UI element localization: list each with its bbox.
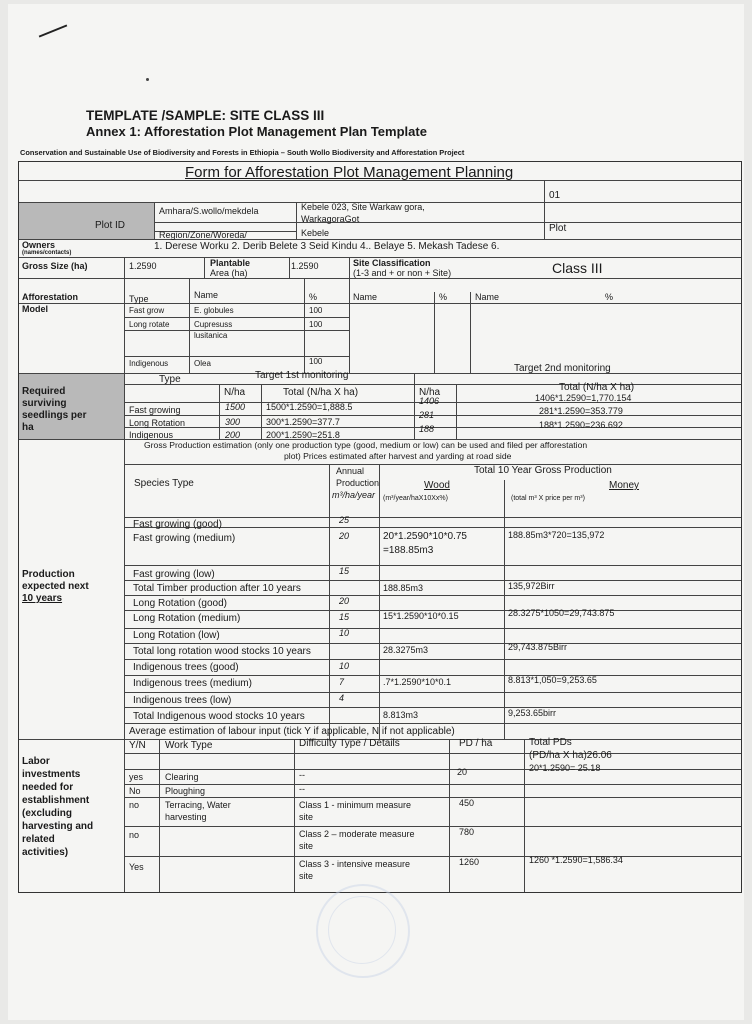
production-row-label: Long Rotation (good): [133, 598, 227, 609]
plantable-value: 1.2590: [291, 261, 319, 271]
production-row-money: 135,972Birr: [508, 581, 555, 591]
form-title: Form for Afforestation Plot Management Planning: [185, 164, 514, 181]
production-row-label: Indigenous trees (medium): [133, 678, 252, 689]
seedling-row-n1: 200: [225, 430, 241, 440]
labor-label-line: establishment: [22, 795, 90, 806]
total10-heading: Total 10 Year Gross Production: [474, 465, 612, 476]
labor-row-diff: --: [299, 770, 305, 780]
model-row-pct: 100: [309, 306, 323, 315]
labor-row-yn: No: [129, 786, 141, 796]
seedlings-label-line: ha: [22, 422, 34, 433]
production-row-money: 188.85m3*720=135,972: [508, 530, 605, 540]
production-row-annual: 20: [339, 531, 350, 541]
money-sub-heading: (total m³ X price per m³): [511, 495, 585, 502]
model-row-type: Fast grow: [129, 306, 165, 315]
labor-row-yn: Yes: [129, 862, 144, 872]
seedling-row-n2: 281: [419, 410, 435, 420]
annual-heading-2: Production: [336, 478, 380, 488]
seedling-row-type: Indigenous: [129, 430, 174, 440]
nha-col-1: N/ha: [224, 387, 246, 398]
production-label-line: 10 years: [22, 593, 63, 604]
afforestation-label-1: Afforestation: [22, 292, 78, 302]
production-row-annual: 20: [339, 596, 350, 606]
model-row-type: Long rotate: [129, 320, 170, 329]
model-row-type: Indigenous: [129, 359, 169, 368]
wood-sub-heading: (m³/year/haX10Xx%): [383, 495, 448, 502]
wood-heading: Wood: [424, 480, 450, 491]
labor-label-line: activities): [22, 847, 69, 858]
production-row-wood: 15*1.2590*10*0.15: [383, 611, 459, 621]
money-heading: Money: [609, 480, 640, 491]
production-row-label: Indigenous trees (good): [133, 662, 239, 673]
labor-row-work: Clearing: [165, 772, 199, 782]
production-row-annual: 10: [339, 661, 350, 671]
pen-mark: [39, 24, 68, 37]
model-right-name: Name: [353, 292, 378, 302]
model-right-pct-2: %: [605, 292, 614, 302]
model-row-name-2: lusitanica: [194, 331, 228, 340]
total-col-1: Total (N/ha X ha): [283, 387, 359, 398]
production-row-money: 28.3275*1050=29,743.875: [508, 608, 615, 618]
seedling-row-t1: 200*1.2590=251.8: [266, 430, 340, 440]
model-right-name-2: Name: [475, 292, 500, 302]
annual-heading-1: Annual: [336, 466, 365, 476]
seedling-row-type: Long Rotation: [129, 418, 186, 428]
production-row-label: Long Rotation (medium): [133, 613, 241, 624]
model-row-name: Cupresuss: [194, 320, 233, 329]
labor-col-diff: Difficulty Type / Details: [299, 738, 400, 749]
labor-label-line: related: [22, 834, 55, 845]
seedling-row-n2: 188: [419, 424, 435, 434]
annual-heading-3: m³/ha/year: [332, 490, 376, 500]
seedling-row-t2: 1406*1.2590=1,770.154: [535, 393, 632, 403]
labor-label-line: Labor: [22, 756, 50, 767]
plantable-label-2: Area (ha): [210, 268, 248, 278]
labor-row-diff: Class 1 - minimum measure: [299, 800, 412, 810]
production-label-line: Production: [22, 569, 75, 580]
labor-row-pd: 450: [459, 798, 475, 808]
total-col-2: Total (N/ha X ha): [559, 382, 635, 393]
site-class-value: Class III: [552, 260, 603, 276]
labor-row-diff: Class 2 – moderate measure: [299, 829, 415, 839]
production-row-wood: 20*1.2590*10*0.75: [383, 531, 467, 542]
project-line: Conservation and Sustainable Use of Biodiversity and Forests in Ethiopia – South Wollo Biodiversity and Afforestation Project: [20, 148, 465, 157]
labor-row-total: 20*1.2590= 25.18: [529, 763, 601, 773]
nha-col-2: N/ha: [419, 387, 441, 398]
seedling-row-n1: 300: [225, 417, 241, 427]
plot-value: 01: [549, 190, 561, 201]
site-class-label: Site Classification: [353, 258, 431, 268]
seedlings-label-line: seedlings per: [22, 410, 87, 421]
model-col-pct: %: [309, 292, 318, 302]
production-row-label: Long Rotation (low): [133, 630, 220, 641]
owners-label: Owners: [22, 240, 56, 250]
labor-col-total-1: Total PDs: [529, 737, 572, 748]
seedling-row-t1: 1500*1.2590=1,888.5: [266, 402, 353, 412]
production-row-label: Indigenous trees (low): [133, 695, 232, 706]
seedling-row-t2: 188*1.2590=236.692: [539, 420, 623, 430]
labor-note: Average estimation of labour input (tick Y if applicable, N if not applicable): [129, 726, 455, 737]
seedling-row-type: Fast growing: [129, 405, 181, 415]
target-2-heading: Target 2nd monitoring: [514, 363, 611, 374]
production-row-label: Fast growing (good): [133, 519, 222, 530]
labor-col-pd: PD / ha: [459, 738, 493, 749]
seedlings-label-line: Required: [22, 386, 66, 397]
labor-row-yn: yes: [129, 772, 144, 782]
labor-row-work: Ploughing: [165, 786, 206, 796]
kebele-value-1: Kebele 023, Site Warkaw gora,: [301, 202, 425, 212]
production-row-label: Total Timber production after 10 years: [133, 583, 301, 594]
region-label: Region/Zone/Woreda/: [159, 230, 247, 240]
production-row-label: Fast growing (low): [133, 569, 215, 580]
labor-row-diff: Class 3 - intensive measure: [299, 859, 411, 869]
seedling-row-t1: 300*1.2590=377.7: [266, 417, 340, 427]
seedling-row-t2: 281*1.2590=353.779: [539, 406, 623, 416]
labor-row-diff-2: site: [299, 871, 314, 881]
region-value: Amhara/S.wollo/mekdela: [159, 206, 259, 216]
production-row-wood: 188.85m3: [383, 583, 424, 593]
plot-id-label: Plot ID: [95, 220, 126, 231]
production-row-label: Total Indigenous wood stocks 10 years: [133, 711, 305, 722]
template-line: TEMPLATE /SAMPLE: SITE CLASS III: [86, 108, 325, 123]
plot-id-shade: [19, 203, 154, 239]
dot-mark: [146, 78, 149, 81]
seedling-row-n2: 1406: [419, 396, 440, 406]
gross-size-value: 1.2590: [129, 261, 157, 271]
model-row-name: E. globules: [194, 306, 234, 315]
labor-row-pd: 20: [457, 767, 468, 777]
production-row-label: Fast growing (medium): [133, 533, 236, 544]
target-1-heading: Target 1st monitoring: [255, 370, 349, 381]
labor-row-diff-2: site: [299, 841, 314, 851]
production-row-money: 8.813*1,050=9,253.65: [508, 675, 597, 685]
model-row-pct: 100: [309, 357, 323, 366]
labor-col-total-2: (PD/ha X ha)26.06: [529, 750, 612, 761]
production-row-annual: 15: [339, 612, 350, 622]
production-note-1: Gross Production estimation (only one production type (good, medium or low) can be used and filed per afforestation: [144, 440, 588, 450]
production-row-label: Total long rotation wood stocks 10 years: [133, 646, 311, 657]
production-row-wood: 8.813m3: [383, 710, 419, 720]
production-row-wood: 28.3275m3: [383, 645, 429, 655]
model-row-name: Olea: [194, 359, 211, 368]
labor-col-work: Work Type: [165, 740, 213, 751]
gross-size-label: Gross Size (ha): [22, 261, 88, 271]
production-row-money: 29,743.875Birr: [508, 642, 568, 652]
kebele-value-2: WarkagoraGot: [301, 214, 360, 224]
site-class-sub: (1-3 and + or non + Site): [353, 268, 452, 278]
labor-row-pd: 1260: [459, 857, 480, 867]
annex-title: Annex 1: Afforestation Plot Management Plan Template: [86, 124, 427, 139]
labor-row-work-2: harvesting: [165, 812, 207, 822]
seedlings-col-type: Type: [159, 374, 181, 385]
labor-row-yn: no: [129, 800, 140, 810]
production-row-annual: 10: [339, 628, 350, 638]
afforestation-label-2: Model: [22, 304, 48, 314]
labor-label-line: harvesting and: [22, 821, 94, 832]
plantable-label-1: Plantable: [210, 258, 251, 268]
model-right-pct: %: [439, 292, 448, 302]
species-type-heading: Species Type: [134, 478, 194, 489]
faded-stamp-inner: [328, 896, 396, 964]
labor-row-work: Terracing, Water: [165, 800, 231, 810]
production-row-annual: 15: [339, 566, 350, 576]
model-row-pct: 100: [309, 320, 323, 329]
labor-row-yn: no: [129, 830, 140, 840]
production-row-wood-2: =188.85m3: [383, 545, 434, 556]
labor-label-line: needed for: [22, 782, 74, 793]
kebele-label: Kebele: [301, 228, 330, 238]
production-row-money: 9,253.65birr: [508, 708, 557, 718]
seedlings-label-line: surviving: [22, 398, 67, 409]
production-row-annual: 4: [339, 693, 345, 703]
plot-label: Plot: [549, 223, 567, 234]
labor-label-line: investments: [22, 769, 81, 780]
model-col-type: Type: [129, 294, 149, 304]
owners-sub-label: (names/contacts): [22, 250, 72, 256]
production-row-annual: 25: [339, 515, 350, 525]
production-label-line: expected next: [22, 581, 89, 592]
production-note-2: plot) Prices estimated after harvest and yarding at road side: [284, 451, 512, 461]
production-row-annual: 7: [339, 677, 345, 687]
production-row-wood: .7*1.2590*10*0.1: [383, 677, 452, 687]
labor-row-total: 1260 *1.2590=1,586.34: [529, 855, 623, 865]
labor-row-diff-2: site: [299, 812, 314, 822]
labor-row-pd: 780: [459, 827, 475, 837]
document-page: [8, 4, 744, 1020]
labor-row-diff: --: [299, 784, 305, 794]
form-frame: [18, 161, 742, 893]
model-col-name: Name: [194, 290, 219, 300]
seedling-row-n1: 1500: [225, 402, 246, 412]
labor-col-yn: Y/N: [129, 740, 146, 751]
owners-value: 1. Derese Worku 2. Derib Belete 3 Seid Kindu 4.. Belaye 5. Mekash Tadese 6.: [154, 241, 500, 252]
labor-label-line: (excluding: [22, 808, 73, 819]
